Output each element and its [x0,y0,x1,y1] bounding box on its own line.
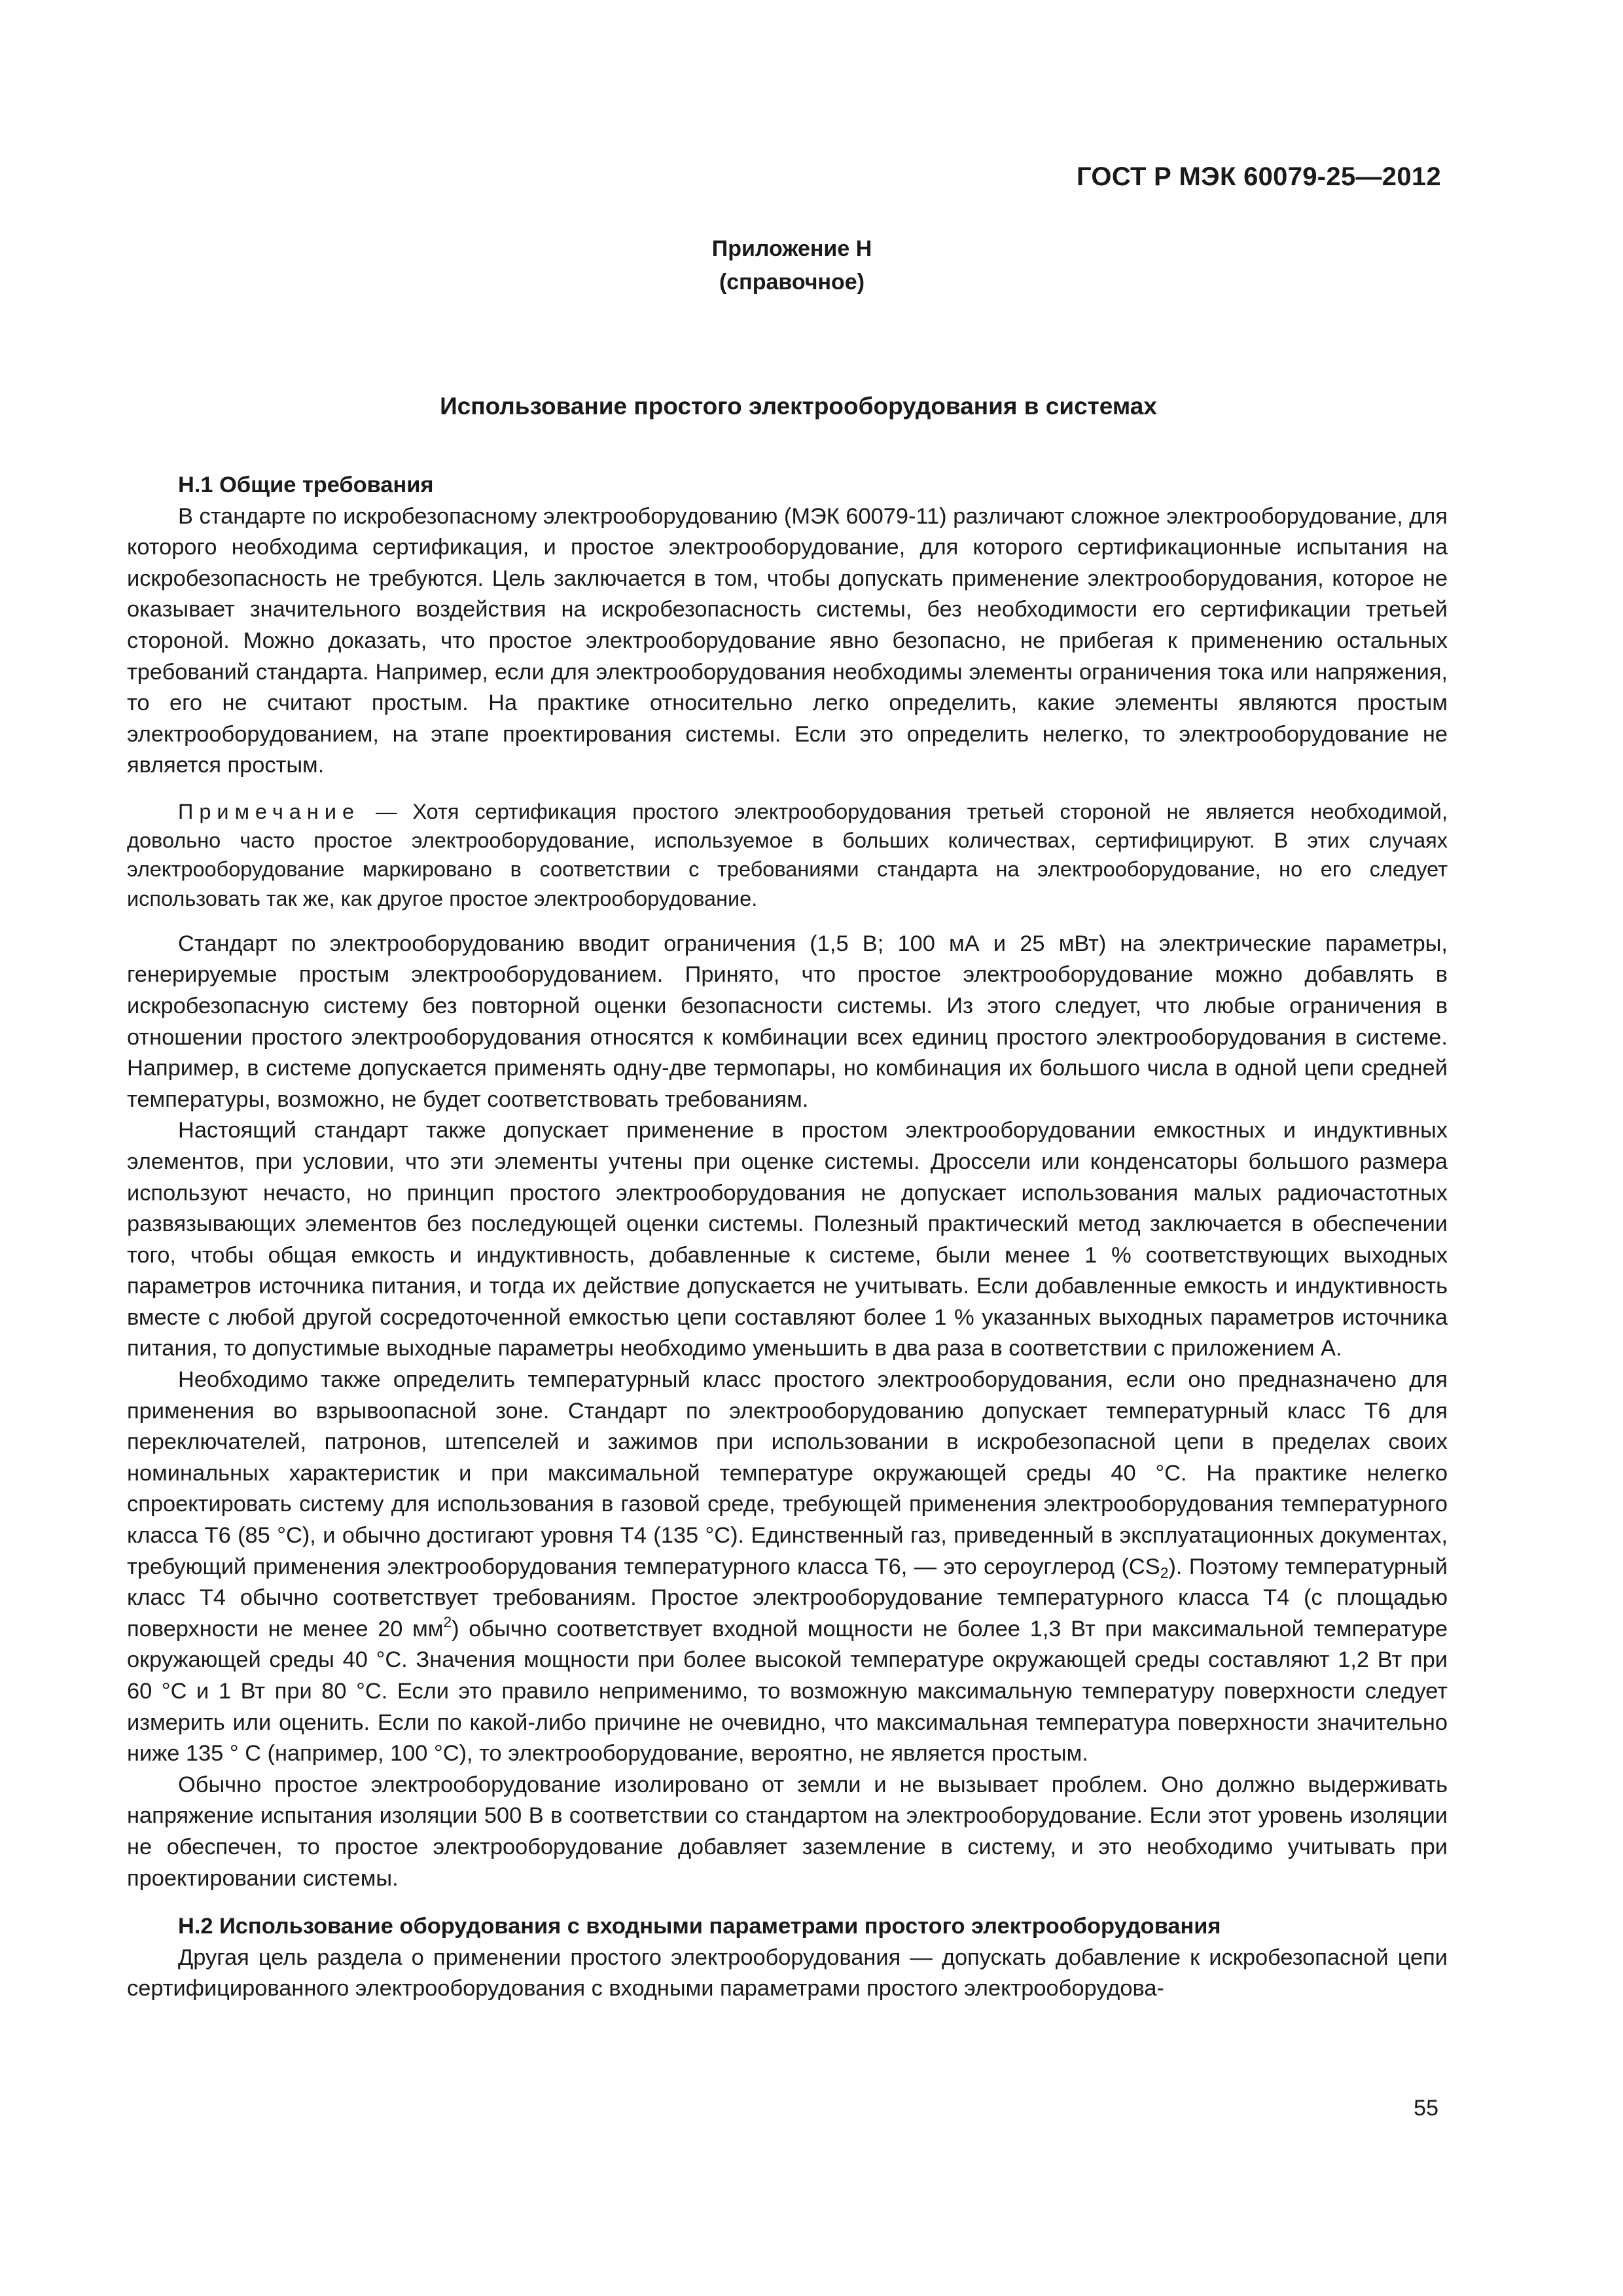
appendix-subtitle: (справочное) [719,270,865,295]
note-label: Примечание [178,799,361,823]
note-text: — Хотя сертификация простого электрооборудования третьей стороной не является необходимой, довольно часто простое электрооборудование, используемое в больших количествах, сертифицируют. В этих случаях электрооборудование маркировано в соответствии с требованиями стандарта на электрооборудование, но его следует использовать так же, как другое простое электрооборудование. [127,799,1448,910]
page-title: Использование простого электрооборудования в системах [440,393,1157,420]
paragraph: Настоящий стандарт также допускает применение в простом электрооборудовании емкостных и индуктивных элементов, при условии, что эти элементы учтены при оценке системы. Дроссели или конденсаторы большого размера используют нечасто, но принцип простого электрооборудования не допускает использования малых радиочастотных развязывающих элементов без последующей оценки системы. Полезный практический метод заключается в обеспечении того, чтобы общая емкость и индуктивность, добавленные к системе, были менее 1 % соответствующих выходных параметров источника питания, и тогда их действие допускается не учитывать. Если добавленные емкость и индуктивность вместе с любой другой сосредоточенной емкостью цепи составляют более 1 % указанных выходных параметров источника питания, то допустимые выходные параметры необходимо уменьшить в два раза в соответствии с приложением А. [127,1118,1448,1361]
document-body [127,470,1448,2005]
document-standard-id: ГОСТ Р МЭК 60079-25—2012 [1076,162,1441,191]
paragraph [127,1365,1448,1770]
paragraph: Обычно простое электрооборудование изолировано от земли и не вызывает проблем. Оно должно выдерживать напряжение испытания изоляции 500 В в соответствии со стандартом на электрооборудование. Если этот уровень изоляции не обеспечен, то простое электрооборудование добавляет заземление в систему, и это необходимо учитывать при проектировании системы. [127,1772,1448,1891]
paragraph: В стандарте по искробезопасному электрооборудованию (МЭК 60079-11) различают сложное электрооборудование, для которого необходима сертификация, и простое электрооборудование, для которого сертификационные испытания на искробезопасность не требуются. Цель заключается в том, чтобы допускать применение электрооборудования, которое не оказывает значительного воздействия на искробезопасность системы, без необходимости его сертификации третьей стороной. Можно доказать, что простое электрооборудование явно безопасно, не прибегая к применению остальных требований стандарта. Например, если для электрооборудования необходимы элементы ограничения тока или напряжения, то его не считают простым. На практике относительно легко определить, какие элементы являются простым электрооборудованием, на этапе проектирования системы. Если это определить нелегко, то электрооборудование не является простым. [127,503,1448,778]
paragraph: Другая цель раздела о применении простого электрооборудования — допускать добавление к искробезопасной цепи сертифицированного электрооборудования с входными параметрами простого электрооборудова- [127,1945,1448,2001]
appendix-heading [0,232,1603,299]
subscript: 2 [1160,1564,1169,1581]
text-run: ). Поэтому температурный класс Т4 обычно соответствует требованиям. Простое электрооборудование температурного класса Т4 (с площадью поверхности не менее 20 мм [127,1554,1448,1641]
note-paragraph [127,797,1448,913]
page-number: 55 [1414,2096,1438,2121]
text-run: Необходимо также определить температурный класс простого электрооборудования, если оно предназначено для применения во взрывоопасной зоне. Стандарт по электрооборудованию допускает температурный класс Т6 для переключателей, патронов, штепселей и зажимов при использовании в искробезопасной цепи в пределах своих номинальных характеристик и при максимальной температуре окружающей среды 40 °С. На практике нелегко спроектировать систему для использования в газовой среде, требующей применения электрооборудования температурного класса Т6 (85 °С), и обычно достигают уровня Т4 (135 °С). Единственный газ, приведенный в эксплуатационных документах, требующий применения электрооборудования температурного класса Т6, — это сероуглерод (CS [127,1367,1448,1579]
superscript: 2 [443,1613,452,1630]
section-heading-h1: Н.1 Общие требования [178,473,434,497]
paragraph: Стандарт по электрооборудованию вводит ограничения (1,5 В; 100 мА и 25 мВт) на электрические параметры, генерируемые простым электрооборудованием. Принято, что простое электрооборудование можно добавлять в искробезопасную систему без повторной оценки безопасности системы. Из этого следует, что любые ограничения в отношении простого электрооборудования относятся к комбинации всех единиц простого электрооборудования в системе. Например, в системе допускается применять одну-две термопары, но комбинация их большого числа в одной цепи средней температуры, возможно, не будет соответствовать требованиям. [127,931,1448,1112]
text-run: ) обычно соответствует входной мощности не более 1,3 Вт при максимальной температуре окружающей среды 40 °С. Значения мощности при более высокой температуре окружающей среды составляют 1,2 Вт при 60 °С и 1 Вт при 80 °С. Если это правило неприменимо, то возможную максимальную температуру поверхности следует измерить или оценить. Если по какой-либо причине не очевидно, что максимальная температура поверхности значительно ниже 135 ° С (например, 100 °С), то электрооборудование, вероятно, не является простым. [127,1616,1448,1767]
appendix-title: Приложение Н [711,236,872,261]
section-heading-h2: Н.2 Использование оборудования с входными параметрами простого электрооборудования [178,1914,1221,1939]
